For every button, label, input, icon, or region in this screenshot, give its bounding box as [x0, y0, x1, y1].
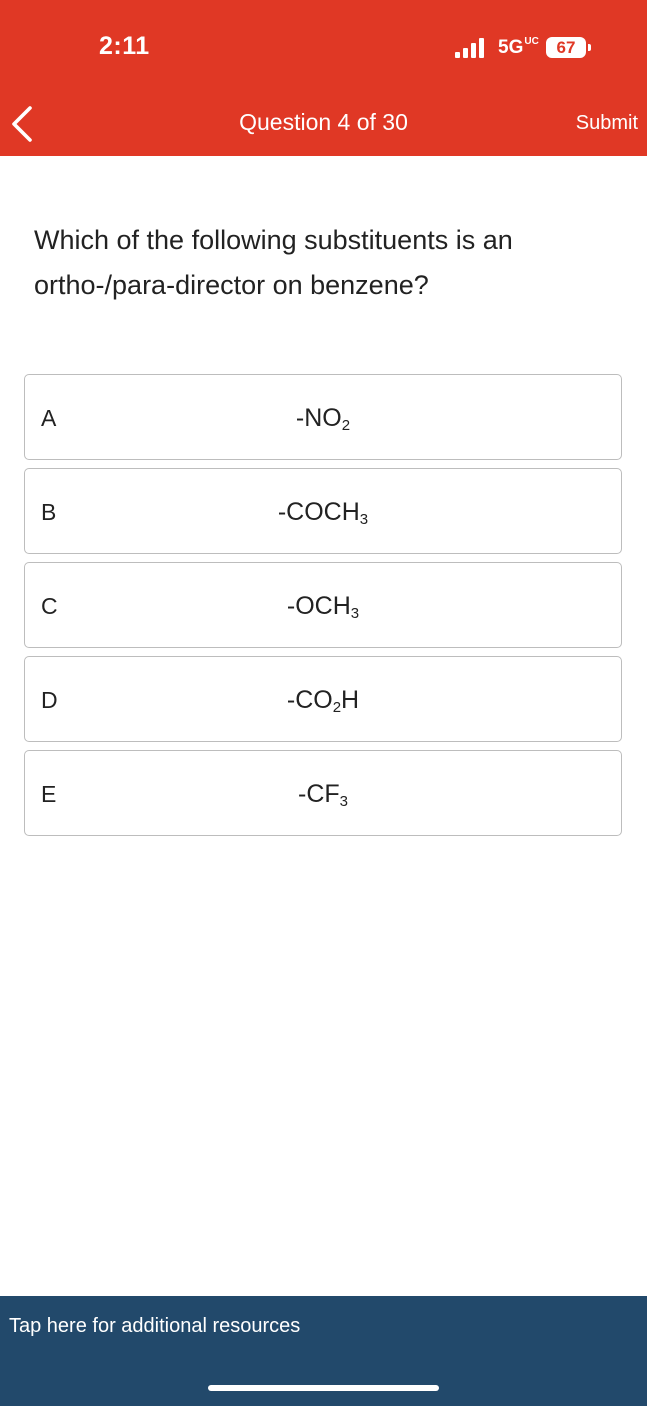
formula-subscript: 2: [332, 699, 342, 716]
option-formula: [25, 375, 621, 469]
network-type: 5G: [498, 37, 524, 58]
option-d[interactable]: [24, 656, 622, 742]
option-letter: D: [41, 687, 58, 713]
option-letter: C: [41, 593, 58, 619]
formula-subscript: 3: [339, 793, 348, 810]
option-e[interactable]: [24, 750, 622, 836]
option-formula: [25, 751, 621, 845]
formula-main: -COCH: [277, 498, 360, 526]
signal-icon: [455, 36, 491, 60]
network-suffix: UC: [524, 36, 539, 47]
option-b[interactable]: [24, 468, 622, 554]
formula-subscript: 3: [350, 605, 360, 622]
app-header: [0, 0, 647, 156]
question-text: Which of the following substituents is an ortho-/para-director on benzene?: [34, 225, 513, 300]
submit-button[interactable]: Submit: [575, 112, 638, 134]
option-formula: [25, 563, 621, 657]
resources-footer: [0, 1296, 647, 1406]
option-a[interactable]: [24, 374, 622, 460]
network-indicator: [498, 36, 539, 59]
option-letter: B: [41, 499, 57, 525]
battery-level: 67: [556, 38, 576, 57]
status-time: 2:11: [99, 32, 150, 60]
battery-tip: [588, 44, 591, 51]
formula-suffix: H: [341, 686, 360, 714]
additional-resources-link[interactable]: Tap here for additional resources: [9, 1315, 301, 1337]
page-title: Question 4 of 30: [239, 109, 408, 135]
option-letter: A: [41, 405, 57, 431]
formula-subscript: 2: [341, 417, 351, 434]
formula-main: -OCH: [286, 592, 351, 620]
home-indicator[interactable]: [208, 1385, 439, 1391]
formula-main: -NO: [295, 404, 342, 432]
formula-main: -CF: [298, 780, 340, 808]
option-letter: E: [41, 781, 57, 807]
option-formula: [25, 657, 621, 751]
formula-subscript: 3: [359, 511, 369, 528]
option-c[interactable]: [24, 562, 622, 648]
option-formula: [25, 469, 621, 563]
battery-icon: [546, 37, 586, 58]
formula-main: -CO: [286, 686, 333, 714]
